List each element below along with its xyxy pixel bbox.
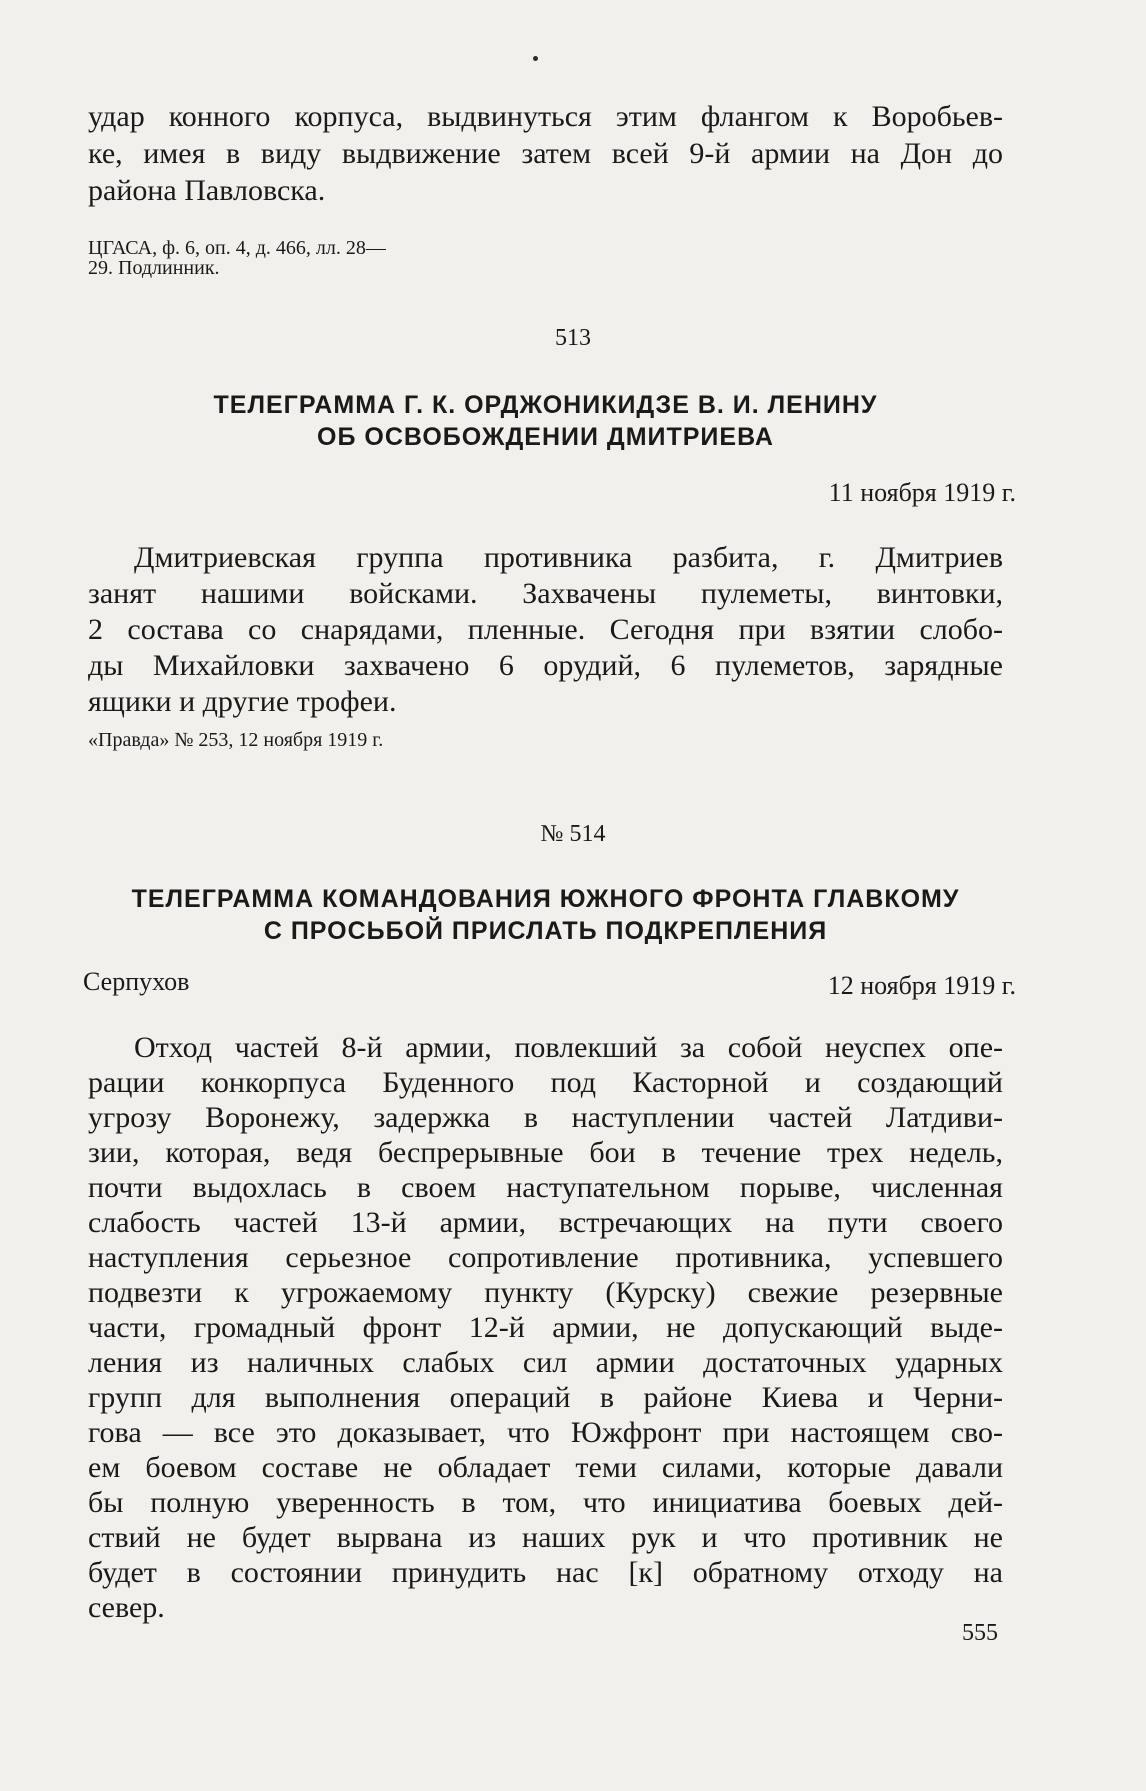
body-line-514: север. (88, 1591, 165, 1624)
body-line-514: групп для выполнения операций в районе Киева и Черни- (88, 1381, 1003, 1414)
print-speck (533, 56, 538, 61)
body-line-514: части, громадный фронт 12-й армии, не допускающий выде- (88, 1311, 1003, 1344)
body-line-514: почти выдохлась в своем наступательном порыве, численная (88, 1171, 1003, 1204)
body-line-513: занят нашими войсками. Захвачены пулеметы, винтовки, (88, 577, 1003, 610)
body-line-514: зии, которая, ведя беспрерывные бои в течение трех недель, (88, 1136, 1003, 1169)
document-date-514: 12 ноября 1919 г. (827, 971, 1016, 1000)
page-number: 555 (962, 1620, 998, 1646)
body-line-514: угрозу Воронежу, задержка в наступлении частей Латдиви- (88, 1101, 1003, 1134)
document-title-513: ТЕЛЕГРАММА Г. К. ОРДЖОНИКИДЗЕ В. И. ЛЕНИНУ (213, 391, 878, 419)
newspaper-source: «Правда» № 253, 12 ноября 1919 г. (88, 729, 384, 751)
body-line-514: гова — все это доказывает, что Южфронт при настоящем сво- (88, 1416, 1003, 1449)
document-title-514: ТЕЛЕГРАММА КОМАНДОВАНИЯ ЮЖНОГО ФРОНТА ГЛАВКОМУ (131, 885, 960, 913)
body-line-514: ствий не будет вырвана из наших рук и что противник не (88, 1521, 1003, 1554)
body-line-513: Дмитриевская группа противника разбита, г. Дмитриев (134, 541, 1003, 574)
body-line-514: ления из наличных слабых сил армии достаточных ударных (88, 1346, 1003, 1379)
archive-source: ЦГАСА, ф. 6, оп. 4, д. 466, лл. 28— (88, 237, 386, 259)
body-line-514: будет в состоянии принудить нас [к] обратному отходу на (88, 1556, 1003, 1589)
carryover-line: ке, имея в виду выдвижение затем всей 9-й армии на Дон до (88, 137, 1003, 170)
body-line-513: ды Михайловки захвачено 6 орудий, 6 пулеметов, зарядные (88, 649, 1003, 682)
body-line-514: слабость частей 13-й армии, встречающих на пути своего (88, 1206, 1003, 1239)
body-line-514: ем боевом составе не обладает теми силами, которые давали (88, 1451, 1003, 1484)
document-number-514: № 514 (540, 821, 606, 847)
body-line-513: ящики и другие трофеи. (88, 685, 397, 718)
archive-source: 29. Подлинник. (88, 257, 220, 279)
carryover-line: удар конного корпуса, выдвинуться этим флангом к Воробьев- (88, 100, 1003, 133)
body-line-514: подвезти к угрожаемому пункту (Курску) свежие резервные (88, 1276, 1003, 1309)
document-number-513: 513 (555, 325, 591, 351)
body-line-514: бы полную уверенность в том, что инициатива боевых дей- (88, 1486, 1003, 1519)
body-line-514: Отход частей 8-й армии, повлекший за собой неуспех опе- (134, 1031, 1003, 1064)
body-line-514: рации конкорпуса Буденного под Касторной и создающий (88, 1066, 1003, 1099)
body-line-513: 2 состава со снарядами, пленные. Сегодня при взятии слобо- (88, 613, 1003, 646)
document-title-513: ОБ ОСВОБОЖДЕНИИ ДМИТРИЕВА (317, 423, 774, 451)
document-title-514: С ПРОСЬБОЙ ПРИСЛАТЬ ПОДКРЕПЛЕНИЯ (263, 917, 828, 945)
document-date-513: 11 ноября 1919 г. (828, 478, 1016, 507)
body-line-514: наступления серьезное сопротивление противника, успевшего (88, 1241, 1003, 1274)
carryover-line: района Павловска. (88, 174, 326, 207)
document-place-514: Серпухов (83, 967, 190, 996)
